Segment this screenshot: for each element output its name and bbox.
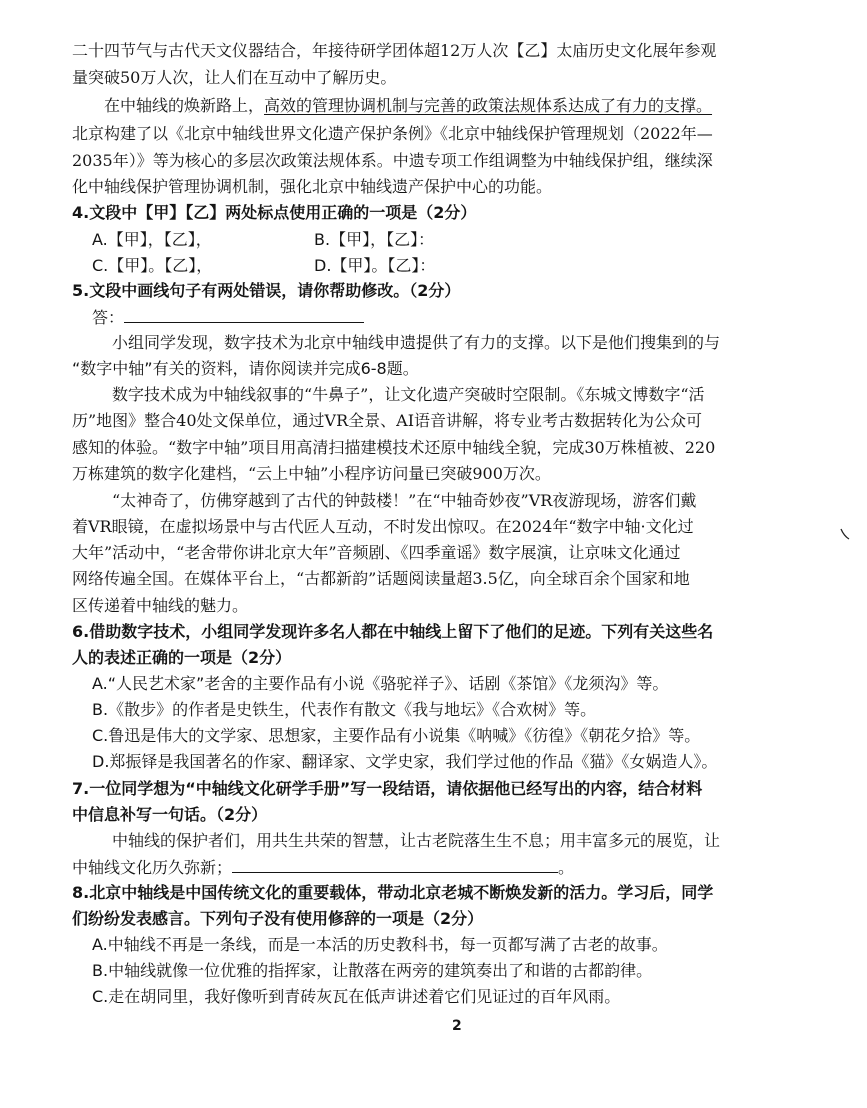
q7-text-start: 中轴线文化历久弥新； (72, 858, 233, 877)
q7-text-line-1: 中轴线的保护者们，用共生共荣的智慧，让古老院落生生不息；用丰富多元的展览，让 (112, 831, 721, 850)
passage-line-1: 二十四节气与古代天文仪器结合，年接待研学团体超12万人次【乙】太庙历史文化展年参观 (72, 41, 717, 60)
material-line-8: 网络传遍全国。在媒体平台上，“古都新韵”话题阅读量超3.5亿，向全球百余个国家和地 (72, 569, 690, 588)
q5-answer-blank[interactable] (124, 306, 364, 323)
question-5-stem: 5.文段中画线句子有两处错误，请你帮助修改。（2分） (72, 281, 461, 300)
material-line-2: 历”地图》整合40处文保单位，通过VR全景、AI语音讲解，将专业考古数据转化为公众可 (72, 411, 703, 430)
question-6-stem-1: 6.借助数字技术，小组同学发现许多名人都在中轴线上留下了他们的足迹。下列有关这些名 (72, 622, 714, 641)
q8-option-c: C.走在胡同里，我好像听到青砖灰瓦在低声讲述着它们见证过的百年风雨。 (92, 987, 621, 1006)
material-line-9: 区传递着中轴线的魅力。 (72, 596, 249, 615)
q8-option-b: B.中轴线就像一位优雅的指挥家，让散落在两旁的建筑奏出了和谐的古都韵律。 (92, 961, 653, 980)
q7-answer-blank[interactable] (232, 856, 558, 873)
material-line-3: 感知的体验。“数字中轴”项目用高清扫描建模技术还原中轴线全貌，完成30万株植被、220 (72, 438, 716, 457)
passage-paragraph-2 (104, 95, 712, 117)
passage-line-4: 北京构建了以《北京中轴线世界文化遗产保护条例》《北京中轴线保护管理规划（2022年— (72, 124, 713, 143)
q6-option-a: A.“人民艺术家”老舍的主要作品有小说《骆驼祥子》、话剧《茶馆》《龙须沟》等。 (92, 674, 669, 693)
passage-line-5: 2035年）》等为核心的多层次政策法规体系。中遗专项工作组调整为中轴线保护组，继续深 (72, 151, 713, 170)
question-7-stem-2: 中信息补写一句话。（2分） (72, 805, 268, 824)
q6-option-d: D.郑振铎是我国著名的作家、翻译家、文学史家，我们学过他的作品《猫》《女娲造人》。 (92, 752, 718, 771)
q6-option-c: C.鲁迅是伟大的文学家、思想家，主要作品有小说集《呐喊》《彷徨》《朝花夕拾》等。 (92, 726, 701, 745)
q5-answer-row (92, 306, 364, 329)
q4-option-a: A.【甲】，【乙】， (92, 230, 212, 249)
material-line-7: 大年”活动中，“老舍带你讲北京大年”音频剧、《四季童谣》数字展演，让京味文化通过 (72, 543, 681, 562)
q6-option-b: B.《散步》的作者是史铁生，代表作有散文《我与地坛》《合欢树》等。 (92, 700, 597, 719)
material-line-6: 着VR眼镜，在虚拟场景中与古代匠人互动，不时发出惊叹。在2024年“数字中轴·文化过 (72, 517, 694, 536)
underlined-sentence: 高效的管理协调机制与完善的政策法规体系达成了有力的支撑。 (264, 96, 713, 115)
intro-line-1: 小组同学发现，数字技术为北京中轴线申遗提供了有力的支撑。以下是他们搜集到的与 (112, 333, 721, 352)
question-6-stem-2: 人的表述正确的一项是（2分） (72, 648, 292, 667)
q4-option-d: D.【甲】。【乙】： (314, 256, 436, 275)
q7-end-punct: 。 (558, 858, 575, 877)
passage-line-6: 化中轴线保护管理协调机制，强化北京中轴线遗产保护中心的功能。 (72, 177, 553, 196)
q8-option-a: A.中轴线不再是一条线，而是一本活的历史教科书，每一页都写满了古老的故事。 (92, 935, 668, 954)
q4-option-b: B.【甲】，【乙】： (314, 230, 435, 249)
intro-line-2: “数字中轴”有关的资料，请你阅读并完成6-8题。 (72, 359, 419, 378)
question-8-stem-2: 们纷纷发表感言。下列句子没有使用修辞的一项是（2分） (72, 909, 484, 928)
passage-p2-start: 在中轴线的焕新路上， (104, 96, 265, 115)
page-number: 2 (452, 1018, 462, 1034)
material-line-5: “太神奇了，仿佛穿越到了古代的钟鼓楼！”在“中轴奇妙夜”VR夜游现场，游客们戴 (112, 491, 697, 510)
question-8-stem-1: 8.北京中轴线是中国传统文化的重要载体，带动北京老城不断焕发新的活力。学习后，同学 (72, 883, 714, 902)
q4-option-c: C.【甲】。【乙】， (92, 256, 213, 275)
material-line-1: 数字技术成为中轴线叙事的“牛鼻子”，让文化遗产突破时空限制。《东城文博数字“活 (112, 385, 705, 404)
q7-text-line-2 (72, 856, 574, 879)
material-line-4: 万栋建筑的数字化建档，“云上中轴”小程序访问量已突破900万次。 (72, 464, 551, 483)
question-7-stem-1: 7.一位同学想为“中轴线文化研学手册”写一段结语，请依据他已经写出的内容，结合材料 (72, 779, 703, 798)
pen-mark (840, 528, 850, 540)
question-4-stem: 4.文段中【甲】【乙】两处标点使用正确的一项是（2分） (72, 203, 477, 222)
passage-line-2: 量突破50万人次，让人们在互动中了解历史。 (72, 68, 397, 87)
q5-answer-label: 答： (92, 308, 125, 327)
